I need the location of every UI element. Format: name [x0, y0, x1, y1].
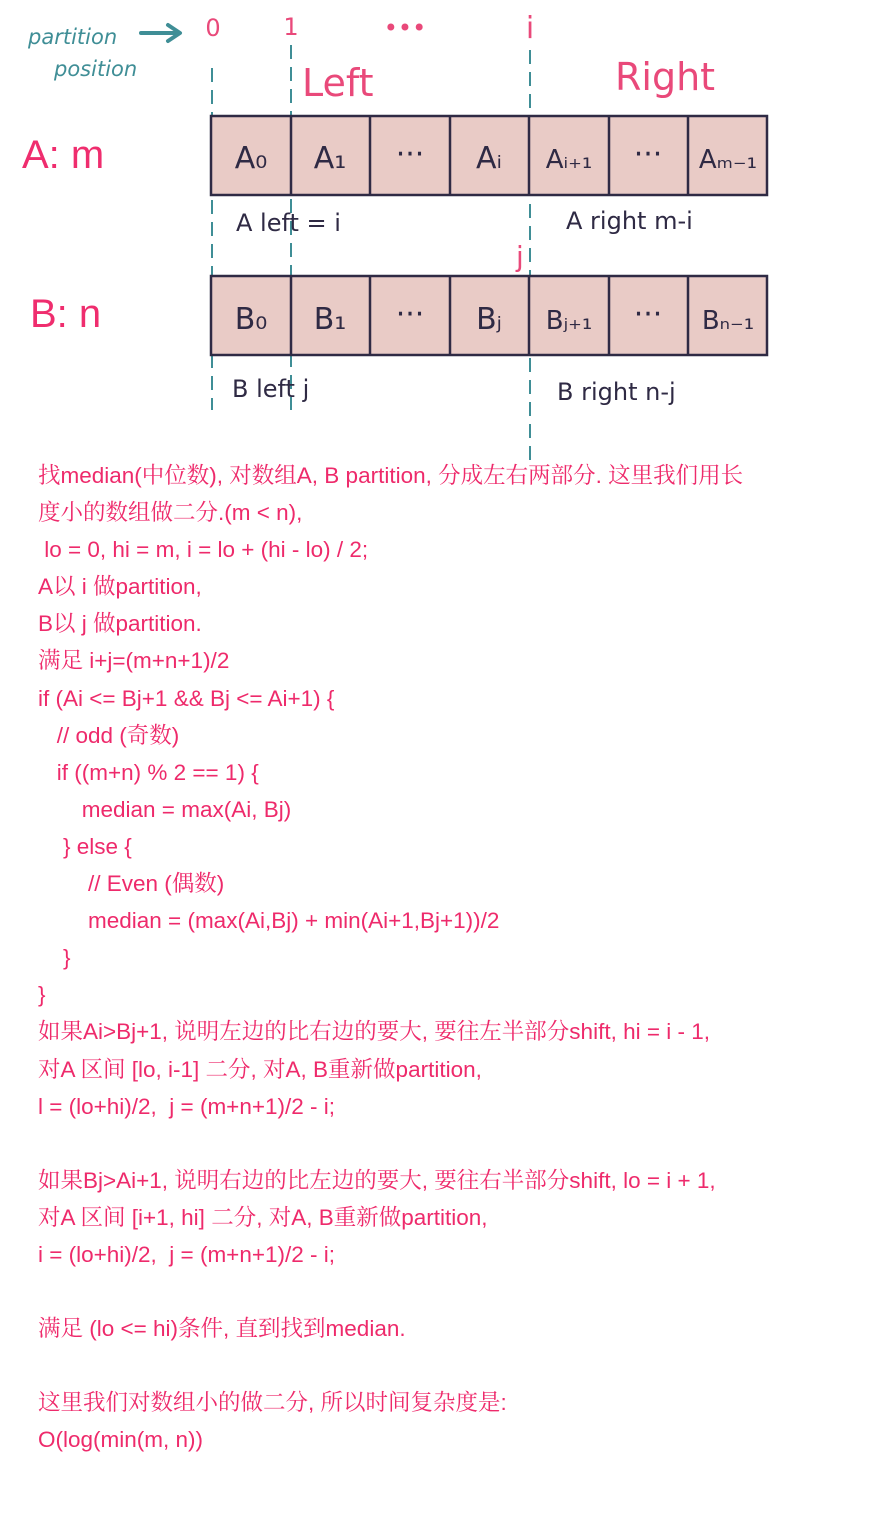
note-line — [38, 1125, 868, 1162]
note-line: 这里我们对数组小的做二分, 所以时间复杂度是: — [38, 1390, 507, 1416]
array-b-cell-0: B₀ — [234, 302, 268, 337]
index-j-marker: j — [516, 240, 524, 273]
note-line: // Even (偶数) — [38, 871, 225, 897]
note-line: } — [38, 982, 46, 1008]
right-region-label: Right — [615, 55, 716, 99]
note-line: lo = 0, hi = m, i = lo + (hi - lo) / 2; — [38, 537, 369, 563]
array-a-cell-0: A₀ — [234, 141, 268, 176]
array-b-cell-j: Bⱼ — [476, 302, 502, 337]
partition-arrow-icon — [141, 25, 180, 41]
note-line: O(log(min(m, n)) — [38, 1427, 204, 1453]
note-line: 满足 i+j=(m+n+1)/2 — [38, 648, 230, 674]
note-line: if (Ai <= Bj+1 && Bj <= Ai+1) { — [38, 685, 335, 711]
note-line: } else { — [38, 833, 132, 859]
note-line: 对A 区间 [lo, i-1] 二分, 对A, B重新做partition, — [38, 1056, 482, 1082]
array-a-cell-1: A₁ — [313, 141, 347, 176]
index-ellipsis-marker: ••• — [383, 14, 427, 42]
left-region-label: Left — [302, 61, 374, 105]
array-b-cell-last: Bₙ₋₁ — [701, 306, 755, 336]
array-a-left-caption: A left = i — [236, 209, 341, 237]
array-a-cell-i: Aᵢ — [476, 141, 502, 176]
note-line: 如果Ai>Bj+1, 说明左边的比右边的要大, 要往左半部分shift, hi = i - 1, — [38, 1019, 710, 1045]
note-line — [38, 1273, 868, 1310]
partition-diagram — [0, 0, 870, 460]
array-a-cell-ellipsis: ··· — [395, 137, 425, 172]
index-1-marker: 1 — [283, 13, 299, 41]
explanation-notes — [38, 457, 868, 1459]
array-b-cell-j-plus-1: Bⱼ₊₁ — [545, 306, 593, 336]
array-b-cell-1: B₁ — [313, 302, 347, 337]
note-line: B以 j 做partition. — [38, 611, 202, 637]
array-b-right-caption: B right n-j — [557, 378, 676, 406]
partition-label-line1: partition — [28, 25, 118, 49]
array-a-right-caption: A right m-i — [566, 207, 693, 235]
note-line: l = (lo+hi)/2, j = (m+n+1)/2 - i; — [38, 1093, 335, 1119]
note-line: 满足 (lo <= hi)条件, 直到找到median. — [38, 1316, 406, 1342]
partition-label-line2: position — [54, 57, 138, 81]
index-0-marker: 0 — [205, 14, 221, 42]
note-line: i = (lo+hi)/2, j = (m+n+1)/2 - i; — [38, 1241, 335, 1267]
array-b-cell-ellipsis-2: ··· — [633, 297, 663, 332]
array-a-cell-i-plus-1: Aᵢ₊₁ — [545, 145, 593, 175]
note-line: A以 i 做partition, — [38, 574, 202, 600]
note-line: // odd (奇数) — [38, 722, 180, 748]
array-b-left-caption: B left j — [232, 375, 310, 403]
array-a-cell-ellipsis-2: ··· — [633, 137, 663, 172]
note-line: 度小的数组做二分.(m < n), — [38, 500, 303, 526]
note-line: if ((m+n) % 2 == 1) { — [38, 759, 259, 785]
index-i-marker: i — [525, 11, 535, 46]
note-line: median = (max(Ai,Bj) + min(Ai+1,Bj+1))/2 — [38, 908, 500, 934]
note-line: median = max(Ai, Bj) — [38, 796, 292, 822]
array-b-cell-ellipsis: ··· — [395, 297, 425, 332]
note-line — [38, 1347, 868, 1384]
note-line: 找median(中位数), 对数组A, B partition, 分成左右两部分. 这里我们用长 — [38, 463, 744, 488]
array-b-label: B: n — [30, 292, 102, 336]
array-a-label: A: m — [22, 133, 105, 177]
note-line: } — [38, 945, 71, 971]
array-a-cell-last: Aₘ₋₁ — [698, 145, 758, 175]
note-line: 如果Bj>Ai+1, 说明右边的比左边的要大, 要往右半部分shift, lo = i + 1, — [38, 1167, 716, 1193]
note-line: 对A 区间 [i+1, hi] 二分, 对A, B重新做partition, — [38, 1204, 488, 1230]
